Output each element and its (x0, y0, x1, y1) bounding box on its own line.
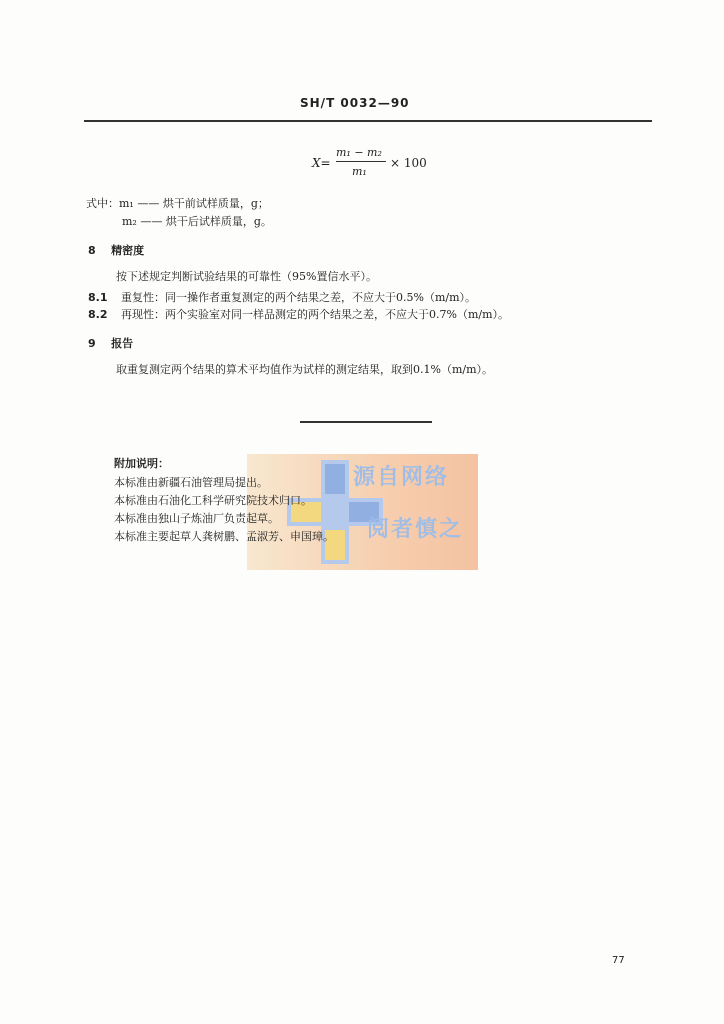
notes-line: 本标准由新疆石油管理局提出。 (114, 476, 268, 489)
section-9-heading (88, 335, 133, 351)
formula-lhs: X= (312, 156, 331, 170)
clause-8-2 (88, 306, 509, 322)
header-divider (84, 120, 652, 122)
page-number: 77 (612, 955, 625, 966)
formula-denominator: m₁ (352, 165, 367, 178)
watermark-stamp (247, 454, 478, 570)
formula-numerator: m₁ − m₂ (336, 146, 382, 159)
formula (312, 146, 452, 182)
section-8-intro: 按下述规定判断试验结果的可靠性（95%置信水平）。 (116, 270, 377, 283)
section-title: 精密度 (111, 244, 145, 257)
watermark-line-1: 源自网络 (353, 465, 450, 490)
variable-text: m₂ —— 烘干后试样质量，g。 (122, 215, 272, 228)
footer-divider (300, 421, 432, 423)
clause-number: 8.1 (88, 291, 108, 304)
clause-8-1 (88, 289, 476, 305)
variable-line-2 (122, 213, 272, 229)
variable-line-1 (86, 195, 269, 211)
notes-line: 本标准由独山子炼油厂负责起草。 (114, 512, 279, 525)
section-8-heading (88, 242, 144, 258)
notes-title: 附加说明： (114, 457, 169, 470)
section-9-body: 取重复测定两个结果的算术平均值作为试样的测定结果，取到0.1%（m/m）。 (116, 363, 494, 376)
fraction-bar (336, 161, 386, 162)
clause-text: 重复性：同一操作者重复测定的两个结果之差，不应大于0.5%（m/m）。 (121, 291, 477, 304)
notes-line: 本标准由石油化工科学研究院技术归口。 (114, 494, 312, 507)
formula-rhs: × 100 (390, 156, 427, 170)
watermark-line-2: 阅者慎之 (367, 517, 464, 542)
section-number: 8 (88, 244, 96, 257)
notes-line: 本标准主要起草人龚树鹏、孟淑芳、申国璋。 (114, 530, 334, 543)
clause-text: 再现性：两个实验室对同一样品测定的两个结果之差，不应大于0.7%（m/m）。 (121, 308, 510, 321)
section-number: 9 (88, 337, 96, 350)
standard-code: SH/T 0032—90 (300, 96, 410, 110)
variable-text: m₁ —— 烘干前试样质量，g； (119, 197, 269, 210)
section-title: 报告 (111, 337, 134, 350)
clause-number: 8.2 (88, 308, 108, 321)
variable-prefix: 式中： (86, 197, 119, 210)
